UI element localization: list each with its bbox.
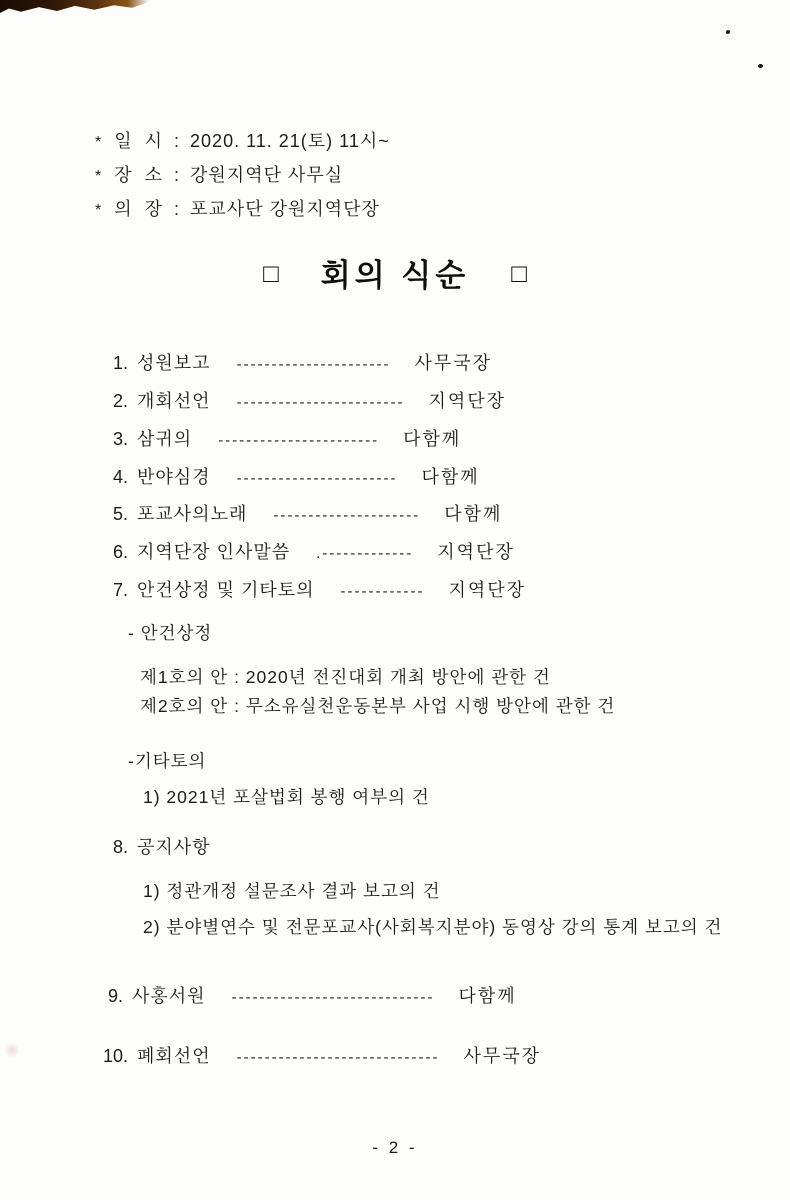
item-label: 폐회선언	[137, 1046, 211, 1066]
agenda-item-3	[113, 428, 461, 452]
item-label: 개회선언	[137, 391, 211, 411]
dash-leader: ------------------------	[236, 394, 405, 411]
item-actor: 다함께	[403, 429, 462, 449]
meta-value-date: 2020. 11. 21(토) 11시~	[190, 131, 390, 151]
meta-colon: :	[174, 131, 181, 151]
item-number: 5.	[113, 504, 129, 524]
meeting-chair-row	[95, 199, 390, 221]
item-actor: 다함께	[458, 986, 517, 1006]
agenda-item-8	[113, 836, 211, 858]
item-number: 8.	[113, 837, 129, 857]
agenda-item-9	[108, 985, 517, 1009]
agenda-item-7	[113, 579, 526, 603]
dash-leader: ----------------------	[236, 356, 391, 373]
meeting-place-row	[95, 165, 390, 187]
meta-value-place: 강원지역단 사무실	[190, 165, 344, 185]
bullet-star: *	[95, 168, 103, 185]
meta-value-chair: 포교사단 강원지역단장	[190, 199, 380, 219]
dash-leader: .-------------	[316, 545, 414, 562]
page-number: - 2 -	[372, 1138, 418, 1157]
meta-label-chair: 의 장	[114, 199, 167, 219]
meta-colon: :	[174, 199, 181, 219]
meta-colon: :	[174, 165, 181, 185]
item-number: 7.	[113, 580, 129, 600]
dash-leader: -----------------------------	[231, 989, 435, 1006]
motion-2: 제2호의 안 : 무소유실천운동본부 사업 시행 방안에 관한 건	[140, 696, 616, 716]
item-number: 1.	[113, 353, 129, 373]
dash-leader: -----------------------	[236, 470, 398, 487]
item-actor: 지역단장	[428, 391, 507, 411]
notice-item-2: 2) 분야별연수 및 전문포교사(사회복지분야) 동영상 강의 통계 보고의 건	[143, 917, 723, 937]
bullet-star: *	[95, 202, 103, 219]
agenda-item-2	[113, 390, 506, 414]
item-number: 2.	[113, 391, 129, 411]
ink-dot-artifact	[758, 64, 763, 68]
bullet-star: *	[95, 134, 103, 151]
item-label: 지역단장 인사말씀	[137, 542, 291, 562]
item-actor: 지역단장	[448, 580, 527, 600]
sub-agenda-header: - 안건상정	[128, 623, 213, 643]
item-number: 10.	[103, 1046, 129, 1066]
dash-leader: ---------------------	[273, 507, 421, 524]
other-discussion-item-1: 1) 2021년 포살법회 봉행 여부의 건	[143, 787, 430, 807]
agenda-item-4	[113, 466, 480, 490]
agenda-item-1	[113, 352, 492, 376]
item-label: 안건상정 및 기타토의	[137, 580, 315, 600]
item-label: 삼귀의	[137, 429, 193, 449]
item-label: 성원보고	[137, 353, 211, 373]
item-number: 9.	[108, 986, 124, 1006]
item-actor: 사무국장	[463, 1046, 542, 1066]
item-actor: 다함께	[444, 504, 503, 524]
notice-item-1: 1) 정관개정 설문조사 결과 보고의 건	[143, 881, 441, 901]
item-number: 4.	[113, 467, 129, 487]
document-title	[0, 250, 790, 295]
item-label: 사홍서원	[132, 986, 206, 1006]
title-left-square: □	[263, 257, 279, 288]
item-actor: 사무국장	[414, 353, 493, 373]
title-right-square: □	[511, 257, 527, 288]
dash-leader: ------------	[340, 583, 425, 600]
page-title: 회의 식순	[320, 258, 470, 293]
dash-leader: -----------------------------	[236, 1049, 440, 1066]
dash-leader: -----------------------	[218, 432, 380, 449]
meeting-meta-block	[95, 131, 390, 233]
meta-label-date: 일 시	[114, 131, 167, 151]
other-discussion-header: -기타토의	[128, 751, 207, 771]
item-actor: 지역단장	[437, 542, 515, 562]
item-label: 반야심경	[137, 467, 211, 487]
scan-artifact-top-edge	[0, 0, 150, 13]
agenda-item-10	[103, 1045, 541, 1069]
motion-1: 제1호의 안 : 2020년 전진대회 개최 방안에 관한 건	[140, 667, 551, 687]
item-actor: 다함께	[421, 467, 480, 487]
ink-dot-artifact	[725, 29, 730, 34]
smudge-artifact	[4, 1042, 20, 1058]
item-label: 포교사의노래	[137, 504, 248, 524]
agenda-item-5	[113, 503, 502, 527]
item-number: 6.	[113, 542, 129, 562]
agenda-item-6	[113, 541, 515, 565]
meta-label-place: 장 소	[114, 165, 167, 185]
item-label: 공지사항	[137, 837, 211, 857]
meeting-date-row	[95, 131, 390, 153]
item-number: 3.	[113, 429, 129, 449]
